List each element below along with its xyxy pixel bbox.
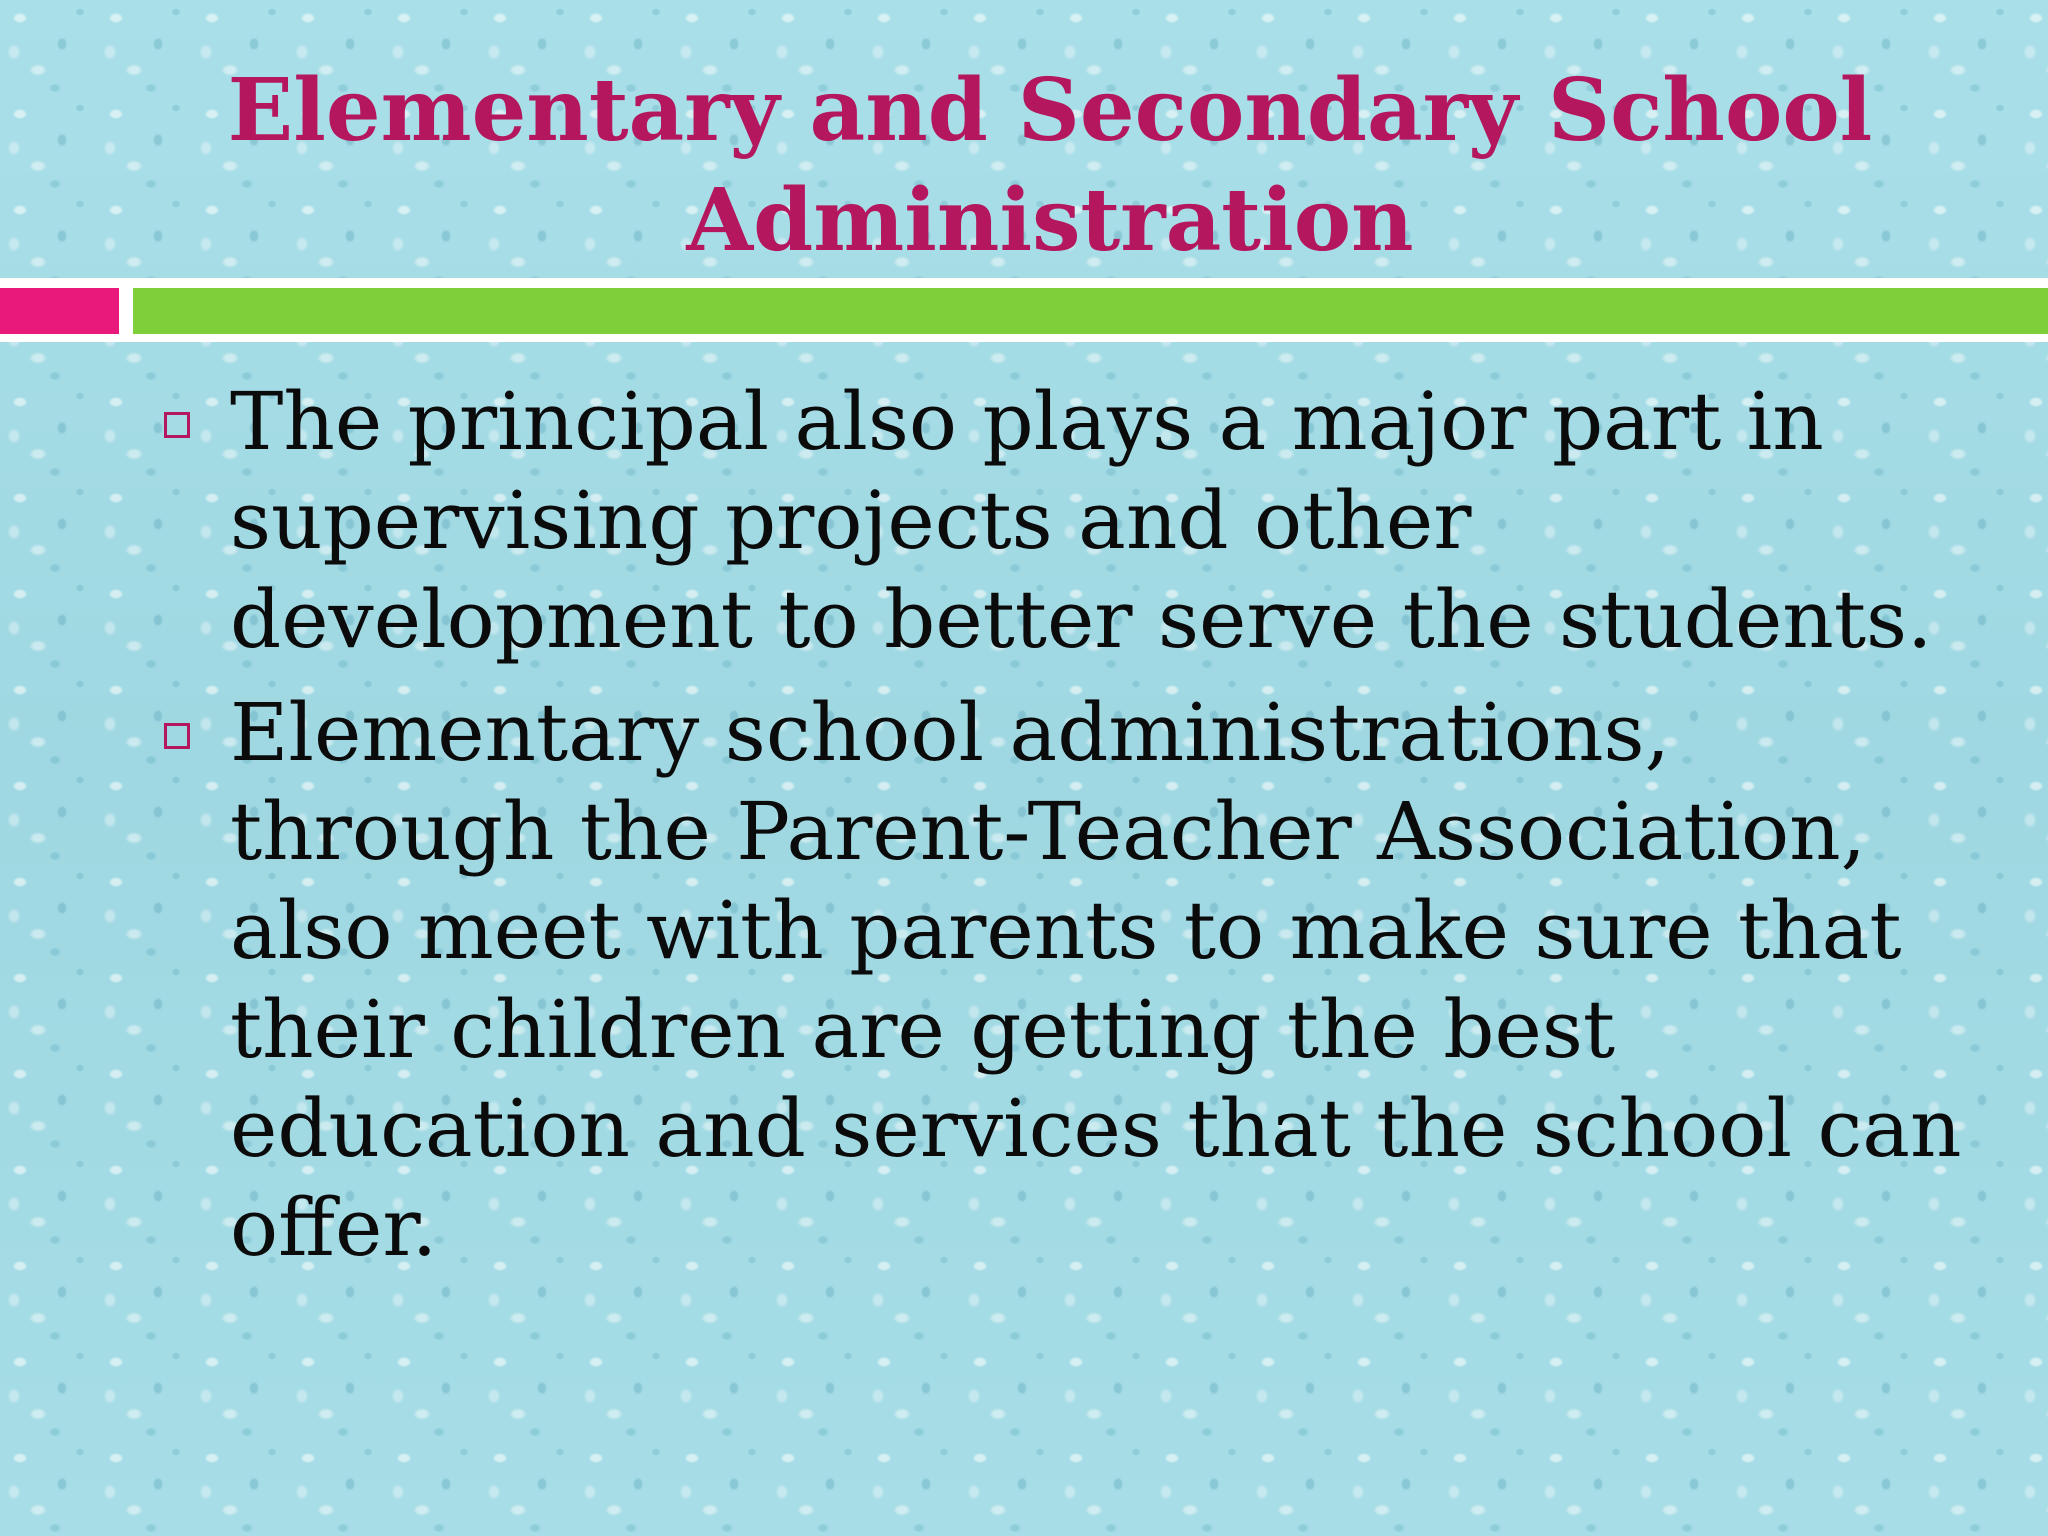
bullet-2-line-1: Elementary school administrations,: [230, 686, 1670, 779]
hollow-square-bullet-icon: [164, 723, 190, 749]
bullet-2-line-4: their children are getting the best: [230, 983, 1616, 1076]
bullet-1-line-3: development to better serve the students.: [230, 573, 1933, 666]
title-divider-green-bar: [133, 288, 2048, 334]
slide-title-line-1: Elementary and Secondary School: [227, 60, 1873, 161]
bullet-1-line-1: The principal also plays a major part in: [230, 375, 1824, 468]
bullet-2-line-2: through the Parent-Teacher Association,: [230, 785, 1867, 878]
bullet-2-line-3: also meet with parents to make sure that: [230, 884, 1902, 977]
hollow-square-bullet-icon: [164, 412, 190, 438]
bullet-item-2: [160, 683, 2000, 1277]
bullet-2-line-5: education and services that the school can: [230, 1082, 1962, 1175]
title-divider-pink-bar: [0, 288, 119, 334]
bullet-2-line-6: offer.: [230, 1181, 438, 1274]
slide-title: [150, 56, 1950, 276]
bullet-list: [160, 372, 2000, 1291]
slide-title-line-2: Administration: [686, 170, 1414, 271]
bullet-1-line-2: supervising projects and other: [230, 474, 1472, 567]
bullet-item-1: [160, 372, 2000, 669]
